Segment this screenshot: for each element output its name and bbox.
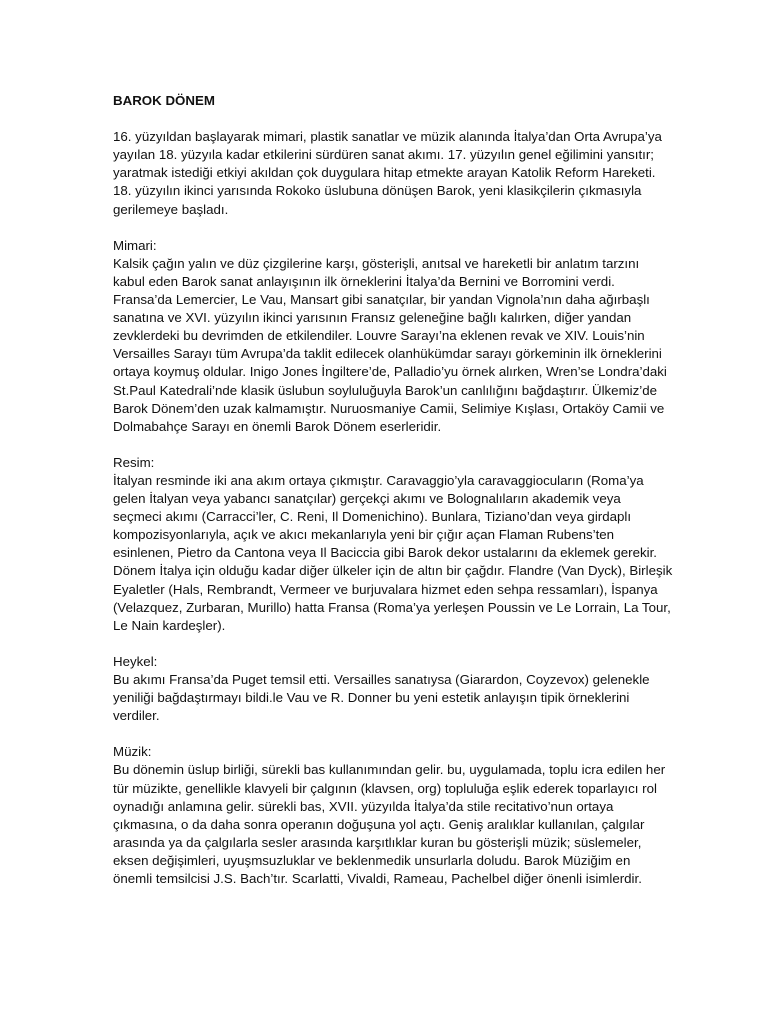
section-mimari: [113, 237, 673, 436]
section-body: Bu akımı Fransa’da Puget temsil etti. Versailles sanatıysa (Giarardon, Coyzevox) gelenekle yeniliği bağdaştırmayı bildi.le Vau ve R. Donner bu yeni estetik anlayışın tipik örneklerini verdiler.: [113, 672, 650, 724]
section-body: Bu dönemin üslup birliği, sürekli bas kullanımından gelir. bu, uygulamada, toplu icra edilen her tür müzikte, genellikle klavyeli bir çalgının (klavsen, org) topluluğa eşlik ederek toparlayıcı rol oynadığı anlamına gelir. sürekli bas, XVII. yüzyılda İtalya’da stile recitativo’nun ortaya çıkmasına, o da daha sonra operanın doğuşuna yol açtı. Geniş aralıklar kullanılan, çalgılar arasında ya da çalgılarla sesler arasında karşıtlıklar kuran bu gösterişli müzik; süslemeler, eksen değişimleri, uyuşmsuzluklar ve beklenmedik unsurlarla doludu. Barok Müziğim en önemli temsilcisi J.S. Bach’tır. Scarlatti, Vivaldi, Rameau, Pachelbel diğer önenli isimlerdir.: [113, 762, 666, 887]
section-body: İtalyan resminde iki ana akım ortaya çıkmıştır. Caravaggio’yla caravaggiocuların (Roma’ya gelen İtalyan veya yabancı sanatçılar) gerçekçi akımı ve Bolognalıların akademik veya seçmeci akımı (Carracci’ler, C. Reni, Il Domenichino). Bunlara, Tiziano’dan veya girdaplı kompozisyonlarıyla, açık ve akıcı mekanlarıyla yeni bir çığır açan Flaman Rubens’ten esinlenen, Pietro da Cantona veya Il Baciccia gibi Barok dekor ustalarını da eklemek gerekir. Dönem İtalya için olduğu kadar diğer ülkeler için de altın bir çağdır. Flandre (Van Dyck), Birleşik Eyaletler (Hals, Rembrandt, Vermeer ve burjuvalara hizmet eden sehpa ressamları), İspanya (Velazquez, Zurbaran, Murillo) hatta Fransa (Roma’ya yerleşen Poussin ve Le Lorrain, La Tour, Le Nain kardeşler).: [113, 472, 673, 633]
section-heading: Resim:: [113, 454, 155, 470]
document-title: BAROK DÖNEM: [113, 93, 215, 108]
section-heykel: [113, 653, 673, 725]
section-body: Kalsik çağın yalın ve düz çizgilerine karşı, gösterişli, anıtsal ve hareketli bir anlatım tarzını kabul eden Barok sanat anlayışının ilk örneklerini İtalya’da Bernini ve Borromini verdi. Fransa’da Lemercier, Le Vau, Mansart gibi sanatçılar, bir yandan Vignola’nın daha ağırbaşlı sanatına ve XVI. yüzyılın ikinci yarısının Fransız geleneğine bağlı kalırken, diğer yandan zevklerdeki bu devrimden de etkilendiler. Louvre Sarayı’na eklenen revak ve XIV. Louis’nin Versailles Sarayı tüm Avrupa’da taklit edilecek olanhükümdar sarayı görkeminin ilk örneklerini ortaya koymuş oldular. Inigo Jones İngiltere’de, Palladio’yu örnek alırken, Wren’se Londra’daki St.Paul Katedrali’nde klasik üslubun soyluluğuyla Barok’un canlılığını bağdaştırır. Ülkemiz’de Barok Dönem’den uzak kalmamıştır. Nuruosmaniye Camii, Selimiye Kışlası, Ortaköy Camii ve Dolmabahçe Sarayı en önemli Barok Dönem eserleridir.: [113, 255, 667, 434]
document-page: [113, 92, 673, 906]
section-heading: Heykel:: [113, 653, 158, 669]
section-muzik: [113, 743, 673, 888]
intro-paragraph: 16. yüzyıldan başlayarak mimari, plastik sanatlar ve müzik alanında İtalya’dan Orta Avrupa’ya yayılan 18. yüzyıla kadar etkilerini sürdüren sanat akımı. 17. yüzyılın genel eğilimini yansıtır; yaratmak istediği etkiyi akıldan çok duygulara hitap etmekte arayan Katolik Reform Hareketi. 18. yüzyılın ikinci yarısında Rokoko üslubuna dönüşen Barok, yeni klasikçilerin çıkmasıyla gerilemeye başladı.: [113, 129, 662, 217]
section-resim: [113, 454, 673, 635]
section-heading: Mimari:: [113, 237, 157, 253]
section-heading: Müzik:: [113, 744, 152, 760]
